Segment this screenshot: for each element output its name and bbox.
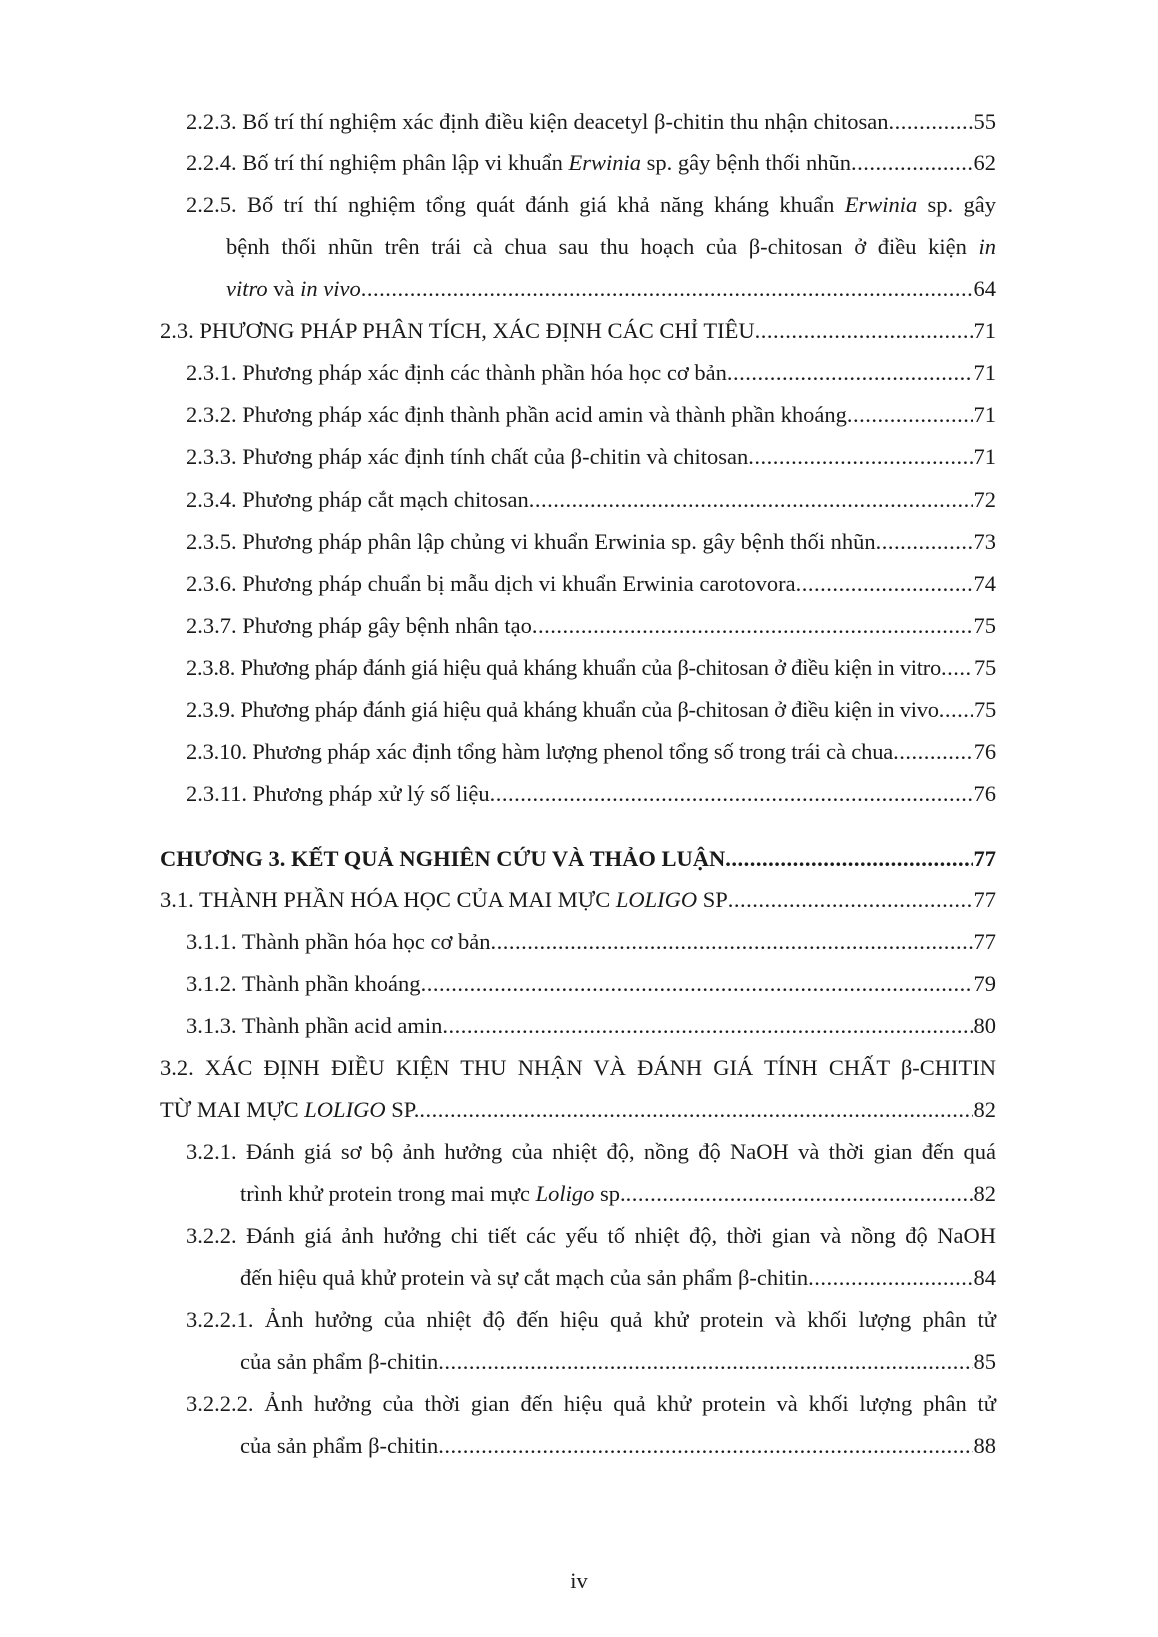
toc-entry: [240, 1343, 996, 1381]
toc-entry-label: 2.3.8. Phương pháp đánh giá hiệu quả kháng khuẩn của β-chitosan ở điều kiện in vitro: [186, 655, 942, 680]
dot-leader: [529, 481, 973, 519]
toc-entry: [186, 481, 996, 519]
toc-entry-label: 2.3.5. Phương pháp phân lập chủng vi khuẩn Erwinia sp. gây bệnh thối nhũn: [186, 529, 876, 554]
dot-leader: [939, 691, 973, 729]
dot-leader: [491, 923, 973, 961]
toc-entry-label: 3.1.2. Thành phần khoáng: [186, 971, 421, 996]
toc-section: [160, 881, 996, 919]
dot-leader: [361, 270, 973, 308]
toc-section-line: 3.2. XÁC ĐỊNH ĐIỀU KIỆN THU NHẬN VÀ ĐÁNH GIÁ TÍNH CHẤT β-CHITIN: [160, 1055, 996, 1080]
dot-leader: [728, 881, 973, 919]
toc-entry: [186, 144, 996, 182]
toc-entry-line: 3.2.2. Đánh giá ảnh hưởng chi tiết các yếu tố nhiệt độ, thời gian và nồng độ NaOH: [186, 1223, 996, 1248]
toc-page-number: 85: [973, 1349, 996, 1374]
toc-entry: [240, 1175, 996, 1213]
toc-entry-line: 2.2.5. Bố trí thí nghiệm tổng quát đánh giá khả năng kháng khuẩn Erwinia sp. gây: [186, 192, 996, 217]
toc-entry-line: 3.2.2.1. Ảnh hưởng của nhiệt độ đến hiệu quả khử protein và khối lượng phân tử: [186, 1307, 996, 1332]
toc-entry-label: 2.3.10. Phương pháp xác định tổng hàm lượng phenol tổng số trong trái cà chua: [186, 739, 894, 764]
dot-leader: [893, 733, 973, 771]
toc-entry: [186, 1007, 996, 1045]
toc-entry-label: 2.3.1. Phương pháp xác định các thành phần hóa học cơ bản: [186, 360, 727, 385]
toc-page-number: 64: [973, 276, 996, 301]
dot-leader: [941, 649, 973, 687]
dot-leader: [532, 607, 973, 645]
toc-entry-label: 3.1.3. Thành phần acid amin: [186, 1013, 443, 1038]
toc-page-number: 76: [973, 739, 996, 764]
toc-page-number: 73: [973, 529, 996, 554]
toc-entry: [186, 354, 996, 392]
toc-page-number: 82: [973, 1097, 996, 1122]
toc-entry: [186, 923, 996, 961]
dot-leader: [876, 523, 973, 561]
dot-leader: [490, 775, 973, 813]
toc-page-number: 72: [973, 487, 996, 512]
dot-leader: [755, 312, 973, 350]
toc-entry: [240, 1427, 996, 1465]
dot-leader: [438, 1343, 972, 1381]
dot-leader: [727, 354, 973, 392]
toc-entry: [186, 103, 996, 141]
toc-page-number: 75: [974, 697, 996, 722]
toc-page-number: 79: [973, 971, 996, 996]
toc-entry-label: 2.3.3. Phương pháp xác định tính chất của β-chitin và chitosan: [186, 444, 749, 469]
toc-page-number: 74: [973, 571, 996, 596]
toc-entry: [226, 270, 996, 308]
toc-entry-label: 2.3.9. Phương pháp đánh giá hiệu quả kháng khuẩn của β-chitosan ở điều kiện in vivo: [186, 697, 939, 722]
toc-entry-label: 2.3.11. Phương pháp xử lý số liệu: [186, 781, 490, 806]
toc-page-number: 84: [973, 1265, 996, 1290]
toc-entry: [240, 1259, 996, 1297]
toc-entry: [186, 523, 996, 561]
toc-entry-label: 2.3.4. Phương pháp cắt mạch chitosan: [186, 487, 529, 512]
toc-page-number: 77: [973, 846, 996, 871]
toc-entry: [186, 607, 996, 645]
dot-leader: [419, 1091, 972, 1129]
toc-entry: [186, 649, 996, 687]
dot-leader: [421, 965, 973, 1003]
dot-leader: [725, 840, 972, 878]
toc-section: [160, 312, 996, 350]
dot-leader: [438, 1427, 972, 1465]
toc-entry-line: 3.2.2.2. Ảnh hưởng của thời gian đến hiệu quả khử protein và khối lượng phân tử: [186, 1391, 996, 1416]
toc-entry: [186, 438, 996, 476]
page-number: iv: [570, 1568, 588, 1593]
toc-page-number: 75: [973, 613, 996, 638]
toc-page-number: 71: [973, 318, 996, 343]
toc-entry-label: 3.1. THÀNH PHẦN HÓA HỌC CỦA MAI MỰC LOLIGO SP: [160, 887, 728, 912]
toc-entry-label: 2.2.3. Bố trí thí nghiệm xác định điều kiện deacetyl β-chitin thu nhận chitosan: [186, 109, 889, 134]
toc-page-number: 55: [973, 109, 996, 134]
dot-leader: [748, 438, 972, 476]
toc-entry-label: của sản phẩm β-chitin: [240, 1433, 439, 1458]
toc-page-number: 88: [973, 1433, 996, 1458]
toc-page-number: 71: [973, 402, 996, 427]
toc-entry: [186, 565, 996, 603]
toc-entry-label: 2.2.4. Bố trí thí nghiệm phân lập vi khuẩn Erwinia sp. gây bệnh thối nhũn: [186, 150, 851, 175]
toc-entry-line: bệnh thối nhũn trên trái cà chua sau thu hoạch của β-chitosan ở điều kiện in: [226, 234, 996, 259]
toc-entry-line: 3.2.1. Đánh giá sơ bộ ảnh hưởng của nhiệt độ, nồng độ NaOH và thời gian đến quá: [186, 1139, 996, 1164]
toc-page-number: 71: [973, 360, 996, 385]
toc-page-number: 76: [973, 781, 996, 806]
dot-leader: [808, 1259, 972, 1297]
dot-leader: [847, 396, 973, 434]
toc-page-number: 75: [974, 655, 996, 680]
toc-entry-label: CHƯƠNG 3. KẾT QUẢ NGHIÊN CỨU VÀ THẢO LUẬN: [160, 846, 726, 871]
dot-leader: [442, 1007, 972, 1045]
toc-entry-label: 3.1.1. Thành phần hóa học cơ bản: [186, 929, 491, 954]
toc-entry-label: trình khử protein trong mai mực Loligo sp.: [240, 1181, 626, 1206]
toc-entry-label: 2.3.2. Phương pháp xác định thành phần acid amin và thành phần khoáng: [186, 402, 847, 427]
dot-leader: [851, 144, 973, 182]
toc-entry-label: 2.3.7. Phương pháp gây bệnh nhân tạo: [186, 613, 532, 638]
dot-leader: [889, 103, 973, 141]
dot-leader: [626, 1175, 973, 1213]
toc-page-number: 80: [973, 1013, 996, 1038]
toc-entry-label: 2.3. PHƯƠNG PHÁP PHÂN TÍCH, XÁC ĐỊNH CÁC CHỈ TIÊU: [160, 318, 755, 343]
toc-entry: [186, 965, 996, 1003]
toc-entry-label: TỪ MAI MỰC LOLIGO SP.: [160, 1097, 420, 1122]
toc-entry-label: đến hiệu quả khử protein và sự cắt mạch của sản phẩm β-chitin: [240, 1265, 809, 1290]
toc-chapter: [160, 840, 996, 878]
toc-page-number: 77: [973, 929, 996, 954]
toc-page-number: 71: [973, 444, 996, 469]
toc-entry: [186, 775, 996, 813]
toc-entry-label: vitro và in vivo: [226, 276, 361, 301]
toc-entry: [186, 733, 996, 771]
toc-page-number: 77: [973, 887, 996, 912]
toc-page-number: 82: [973, 1181, 996, 1206]
toc-page-number: 62: [973, 150, 996, 175]
dot-leader: [796, 565, 973, 603]
toc-entry-label: 2.3.6. Phương pháp chuẩn bị mẫu dịch vi khuẩn Erwinia carotovora: [186, 571, 796, 596]
toc-section: [160, 1091, 996, 1129]
toc-entry: [186, 691, 996, 729]
toc-entry-label: của sản phẩm β-chitin: [240, 1349, 439, 1374]
toc-entry: [186, 396, 996, 434]
